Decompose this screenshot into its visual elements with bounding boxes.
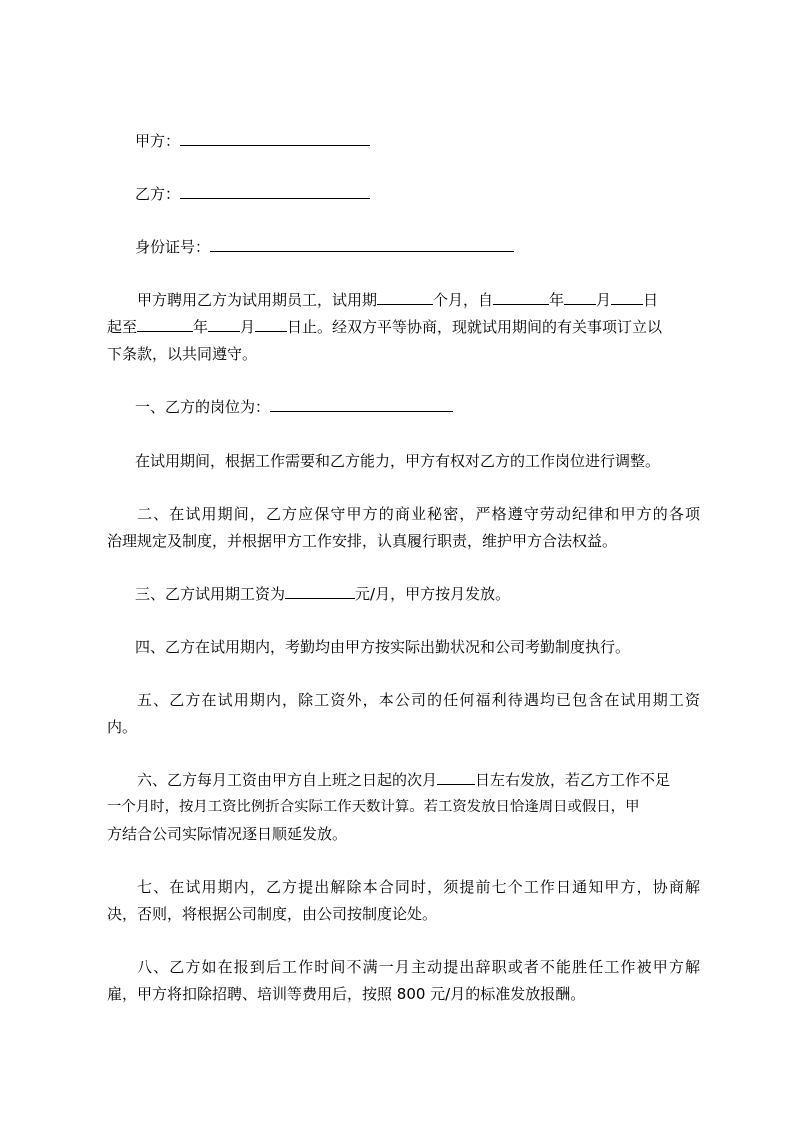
- clause-1-note-text: 在试用期间，根据工作需要和乙方能力，甲方有权对乙方的工作岗位进行调整。: [135, 452, 661, 470]
- clause-8-line-2: 雇，甲方将扣除招聘、培训等费用后，按照 800 元/月的标准发放报酬。: [107, 985, 586, 1003]
- clause-7-line-2: 决，否则，将根据公司制度，由公司按制度论处。: [107, 905, 438, 923]
- end-year-blank[interactable]: [137, 317, 193, 332]
- party-a-blank[interactable]: [180, 131, 370, 146]
- clause-5-line-1: 五、乙方在试用期内，除工资外，本公司的任何福利待遇均已包含在试用期工资: [137, 691, 700, 709]
- clause-1-line: [135, 397, 730, 417]
- clause-3-line: [135, 584, 730, 604]
- id-number-label: 身份证号：: [135, 238, 211, 256]
- clause-5-line-2: 内。: [107, 718, 138, 736]
- probation-months-blank[interactable]: [377, 290, 433, 305]
- intro-text: 年: [193, 318, 209, 336]
- party-a-line: [135, 131, 730, 151]
- clause-6-line-2: 一个月时，按月工资比例折合实际工作天数计算。若工资发放日恰逢周日或假日，甲: [107, 799, 640, 815]
- clause-3-text: 元/月，甲方按月发放。: [355, 585, 511, 603]
- intro-line-3: [107, 344, 702, 364]
- clause-3-text: 三、乙方试用期工资为: [135, 585, 286, 603]
- start-year-blank[interactable]: [493, 290, 549, 305]
- start-day-blank[interactable]: [611, 290, 643, 305]
- intro-text: 月: [240, 318, 256, 336]
- clause-8-line-1: 八、乙方如在报到后工作时间不满一月主动提出辞职或者不能胜任工作被甲方解: [137, 958, 700, 976]
- id-number-blank[interactable]: [210, 237, 514, 252]
- intro-text: 起至: [107, 318, 138, 336]
- clause-1-note: [135, 451, 700, 471]
- pay-day-blank[interactable]: [437, 770, 475, 785]
- clause-2-line-1: 二、在试用期间，乙方应保守甲方的商业秘密，严格遵守劳动纪律和甲方的各项: [137, 505, 700, 523]
- intro-line-1: [137, 290, 700, 310]
- intro-text: 日: [643, 291, 659, 309]
- end-day-blank[interactable]: [255, 317, 287, 332]
- clause-6-text: 六、乙方每月工资由甲方自上班之日起的次月: [137, 771, 438, 789]
- intro-text: 个月，自: [433, 291, 494, 309]
- clause-7-line-1: 七、在试用期内，乙方提出解除本合同时，须提前七个工作日通知甲方，协商解: [137, 878, 700, 896]
- salary-blank[interactable]: [285, 584, 355, 599]
- clause-6-line-1: [137, 770, 700, 790]
- clause-6-line-3: 方结合公司实际情况逐日顺延发放。: [107, 825, 348, 843]
- position-blank[interactable]: [270, 397, 453, 412]
- clause-6-text: 日左右发放，若乙方工作不足: [475, 771, 671, 789]
- party-b-blank[interactable]: [180, 184, 370, 199]
- intro-text: 年: [549, 291, 565, 309]
- id-number-line: [135, 237, 730, 257]
- intro-line-2: [107, 317, 702, 337]
- clause-4-line: 四、乙方在试用期内，考勤均由甲方按实际出勤状况和公司考勤制度执行。: [135, 638, 631, 656]
- clause-1-label: 一、乙方的岗位为：: [135, 398, 271, 416]
- party-a-label: 甲方：: [135, 132, 181, 150]
- party-b-line: [135, 184, 730, 204]
- end-month-blank[interactable]: [208, 317, 240, 332]
- intro-text: 下条款，以共同遵守。: [107, 345, 258, 363]
- intro-text: 甲方聘用乙方为试用期员工，试用期: [137, 291, 378, 309]
- intro-text: 日止。经双方平等协商，现就试用期间的有关事项订立以: [287, 318, 663, 336]
- intro-text: 月: [596, 291, 612, 309]
- start-month-blank[interactable]: [564, 290, 596, 305]
- clause-2-line-2: 治理规定及制度，并根据甲方工作安排，认真履行职责，维护甲方合法权益。: [107, 532, 618, 550]
- party-b-label: 乙方：: [135, 185, 181, 203]
